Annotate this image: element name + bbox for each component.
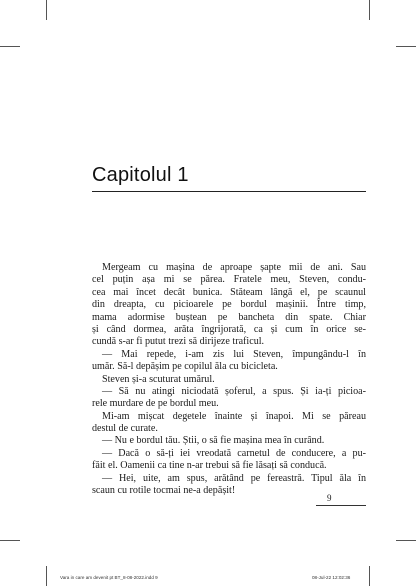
text-line: destul de curate. — [92, 423, 158, 435]
crop-mark — [369, 0, 370, 20]
text-line: mama adormise buștean pe bancheta din spate. Chiar — [92, 311, 366, 323]
body-text — [92, 262, 366, 497]
crop-mark — [396, 540, 416, 541]
page-number: 9 — [327, 493, 332, 503]
footer-file-info: Vara in care am devenit pt BT_8-08-2022.indd 9 — [60, 575, 158, 580]
text-line: — Hei, uite, am spus, arătând pe fereastră. Tipul ăla în — [102, 472, 366, 484]
text-line: Mergeam cu mașina de aproape șapte mii de ani. Sau — [102, 262, 366, 273]
crop-mark — [0, 540, 20, 541]
crop-mark — [0, 46, 20, 47]
chapter-title: Capitolul 1 — [92, 164, 189, 186]
footer-timestamp: 08-Jul-22 12:02:36 — [312, 575, 351, 580]
crop-mark — [46, 566, 47, 586]
text-line: rele murdare de pe bordul meu. — [92, 398, 219, 410]
text-line: din dreapta, cu picioarele pe bordul mașinii. Între timp, — [92, 299, 366, 311]
text-line: Mi-am mișcat degetele înainte și înapoi. Mi se păreau — [102, 410, 366, 422]
text-line: cundă s-ar fi putut trezi să dirijeze traficul. — [92, 336, 265, 348]
crop-mark — [396, 46, 416, 47]
text-line: făit el. Oamenii ca tine n-ar trebui să fie lăsați să conducă. — [92, 460, 327, 472]
text-line: — Dacă o să-ți iei vreodată carnetul de conducere, a pu- — [102, 447, 366, 459]
text-line: scaun cu rotile tocmai ne-a depășit! — [92, 485, 236, 497]
page-number-rule — [316, 505, 366, 506]
crop-mark — [369, 566, 370, 586]
crop-mark — [46, 0, 47, 20]
text-line: și când dormea, arăta îngrijorată, ca și cum în orice se- — [92, 323, 366, 335]
text-line: Steven și-a scuturat umărul. — [102, 373, 215, 385]
text-line: umăr. Să-l depășim pe copilul ăla cu bicicleta. — [92, 361, 278, 373]
text-line: cel puțin așa mi se părea. Fratele meu, Steven, condu- — [92, 274, 366, 286]
text-line: — Nu e bordul tău. Știi, o să fie mașina mea în curând. — [102, 435, 325, 447]
chapter-divider — [92, 191, 366, 192]
text-line: cea mai încet decât bunica. Stăteam lângă el, pe scaunul — [92, 286, 366, 298]
text-line: — Mai repede, i-am zis lui Steven, împungându-l în — [102, 348, 366, 360]
text-line: — Să nu atingi niciodată șoferul, a spus. Și ia-ți picioa- — [102, 385, 366, 397]
